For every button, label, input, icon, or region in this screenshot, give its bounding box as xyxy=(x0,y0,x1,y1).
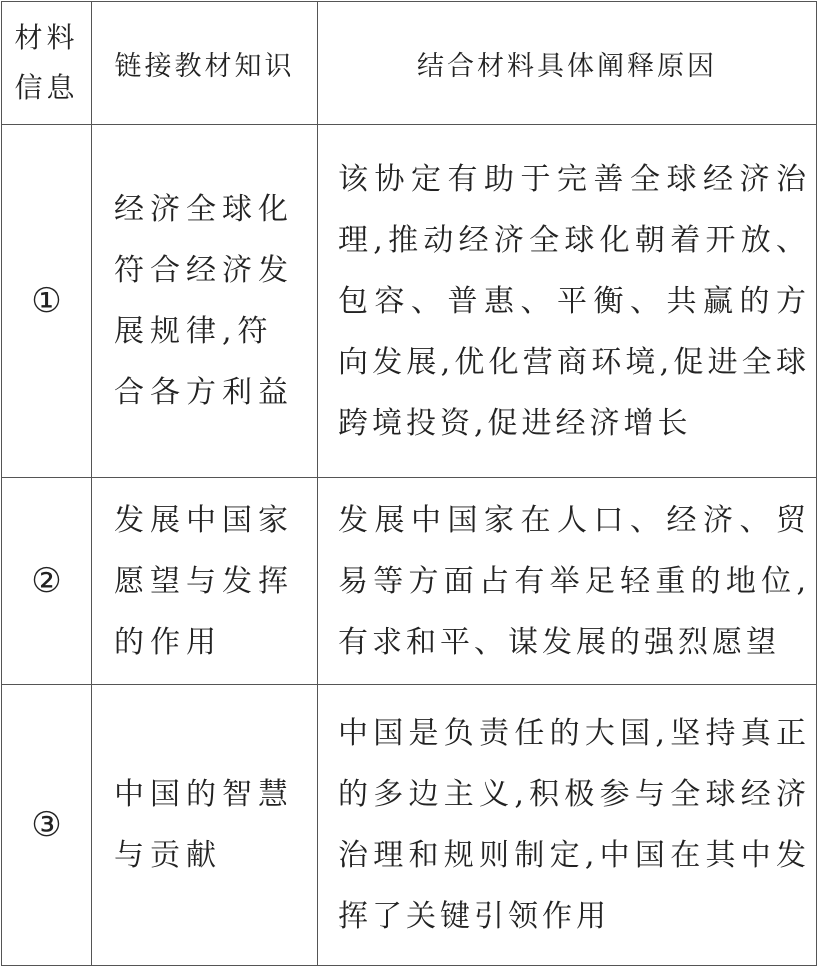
table-row xyxy=(2,125,817,478)
row-explanation: 该协定有助于完善全球经济治理,推动经济全球化朝着开放、包容、普惠、平衡、共赢的方向发展,优化营商环境,促进全球跨境投资,促进经济增长 xyxy=(318,125,817,478)
row-marker: ② xyxy=(2,478,92,685)
table-row xyxy=(2,685,817,966)
table-header-row xyxy=(2,2,817,125)
header-material-info xyxy=(2,2,92,125)
row-explanation: 中国是负责任的大国,坚持真正的多边主义,积极参与全球经济治理和规则制定,中国在其中发挥了关键引领作用 xyxy=(318,685,817,966)
header-material-info-line2: 信息 xyxy=(14,71,79,104)
row-explanation: 发展中国家在人口、经济、贸易等方面占有举足轻重的地位,有求和平、谋发展的强烈愿望 xyxy=(318,478,817,685)
analysis-table xyxy=(1,1,817,966)
header-material-info-line1: 材料 xyxy=(14,21,79,54)
row-marker: ③ xyxy=(2,685,92,966)
row-marker: ① xyxy=(2,125,92,478)
header-explanation: 结合材料具体阐释原因 xyxy=(318,2,817,125)
row-knowledge: 发展中国家愿望与发挥的作用 xyxy=(92,478,318,685)
header-knowledge: 链接教材知识 xyxy=(92,2,318,125)
row-knowledge: 中国的智慧与贡献 xyxy=(92,685,318,966)
row-knowledge: 经济全球化符合经济发展规律,符合各方利益 xyxy=(92,125,318,478)
table-row xyxy=(2,478,817,685)
